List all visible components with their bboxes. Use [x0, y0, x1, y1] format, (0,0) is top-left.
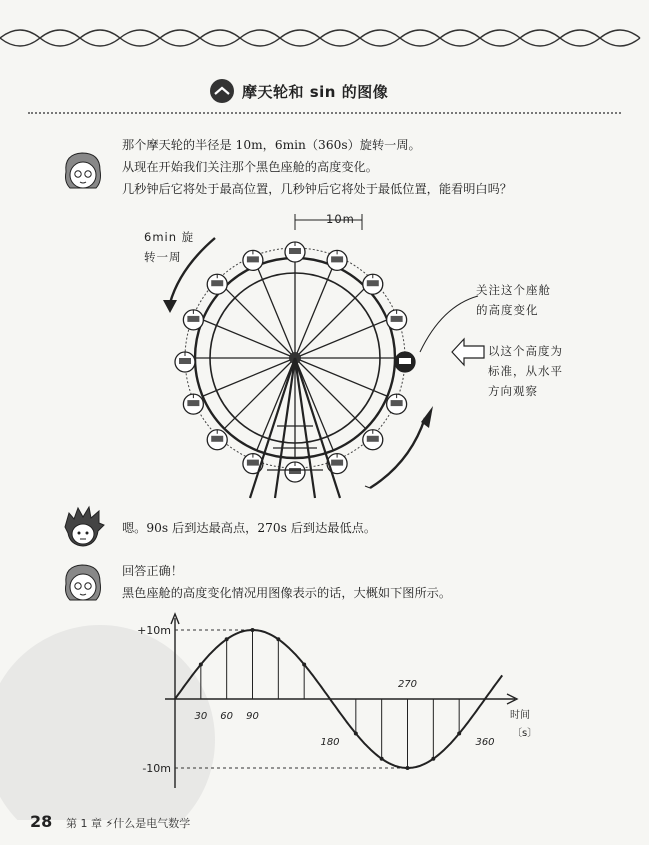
- ref-label-2: 标准，从水平: [488, 364, 563, 378]
- reply-text: 嗯。90s 后到达最高点，270s 后到达最低点。: [122, 521, 377, 535]
- height-time-graph: [118, 610, 538, 810]
- wheel-spoke: [224, 287, 295, 358]
- focus-label-1: 关注这个座舱: [476, 283, 551, 297]
- cabin-icon: [243, 250, 263, 270]
- x-tick-label: 180: [320, 737, 340, 748]
- ref-label-3: 方向观察: [488, 384, 538, 398]
- radius-label: 10m: [326, 212, 355, 226]
- cabin-icon: [363, 430, 383, 450]
- cabin-icon: [285, 462, 305, 482]
- girl-avatar-icon: [60, 148, 106, 194]
- cabin-icon: [387, 394, 407, 414]
- view-arrow-icon: [450, 337, 486, 367]
- intro-line-2: 从现在开始我们关注那个黑色座舱的高度变化。: [122, 160, 378, 174]
- girl-avatar-icon: [60, 560, 106, 606]
- section-title: [210, 76, 388, 106]
- x-tick-label: 60: [220, 711, 234, 722]
- chapter-footer: 第 1 章 ⚡什么是电气数学: [66, 817, 191, 830]
- y-tick-label: +10m: [137, 624, 171, 637]
- x-tick-label: 30: [194, 711, 208, 722]
- answer-paragraph: [122, 560, 451, 604]
- rotate-label-1: 6min 旋: [144, 230, 195, 244]
- wave-badge-icon: [210, 79, 234, 103]
- boy-avatar-icon: [60, 505, 106, 551]
- cabin-icon: [285, 242, 305, 262]
- cabin-icon: [207, 430, 227, 450]
- cabin-icon: [183, 394, 203, 414]
- x-tick-label: 90: [246, 711, 259, 722]
- cabin-icon: [183, 310, 203, 330]
- answer-line-2: 黑色座舱的高度变化情况用图像表示的话，大概如下图所示。: [122, 586, 452, 600]
- rotate-label-2: 转一周: [144, 250, 182, 264]
- cabin-icon: [207, 274, 227, 294]
- header-wave-decoration: [0, 0, 649, 60]
- x-tick-label: 360: [475, 737, 495, 748]
- page-number: 28: [30, 812, 53, 831]
- answer-line-1: 回答正确！: [122, 564, 183, 578]
- x-axis-unit: 〔s〕: [512, 728, 538, 739]
- intro-line-1: 那个摩天轮的半径是 10m，6min（360s）旋转一周。: [122, 138, 421, 152]
- focus-label-2: 的高度变化: [476, 303, 539, 317]
- intro-paragraph: [122, 134, 512, 200]
- cabin-icon: [387, 310, 407, 330]
- x-axis-label: 时间: [510, 710, 530, 721]
- ref-label-1: 以这个高度为: [488, 344, 563, 358]
- intro-line-3: 几秒钟后它将处于最高位置，几秒钟后它将处于最低位置，能看明白吗？: [122, 182, 512, 196]
- title-divider: [28, 112, 621, 114]
- section-title-text: 摩天轮和 sin 的图像: [242, 82, 389, 101]
- wheel-spoke: [295, 287, 366, 358]
- ferris-wheel-diagram: [155, 208, 455, 508]
- y-tick-label: -10m: [142, 762, 171, 775]
- x-tick-label: 270: [397, 679, 418, 690]
- cabin-icon: [175, 352, 195, 372]
- cabin-icon: [363, 274, 383, 294]
- cabin-icon: [327, 250, 347, 270]
